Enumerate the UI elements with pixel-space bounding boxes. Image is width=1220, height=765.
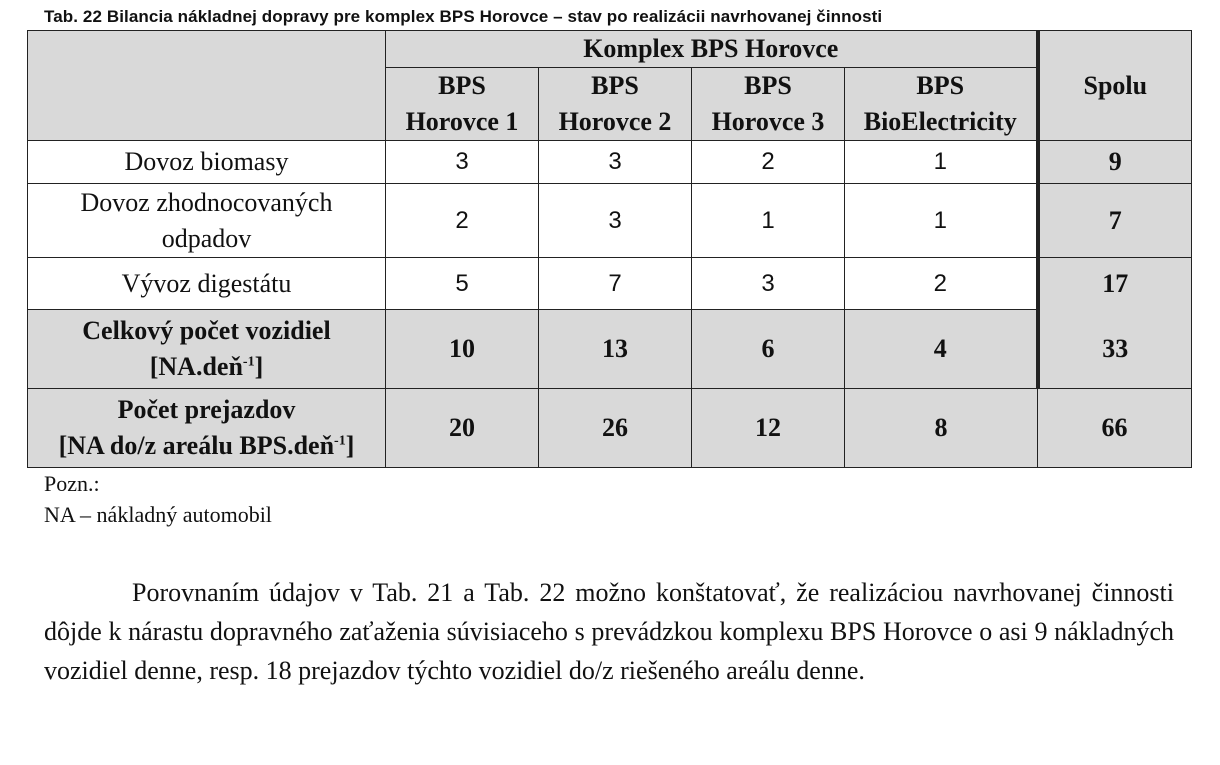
row-label: Vývoz digestátu — [28, 258, 386, 310]
group-header: Komplex BPS Horovce — [386, 31, 1038, 68]
summary-row — [28, 310, 1192, 389]
table-row — [28, 258, 1192, 310]
total-cell: 7 — [1038, 184, 1192, 258]
notes-line: NA – nákladný automobil — [44, 502, 272, 527]
row-label: Dovoz zhodnocovaných odpadov — [28, 184, 386, 258]
value-cell: 1 — [845, 184, 1038, 258]
total-cell: 9 — [1038, 141, 1192, 184]
summary-label: Celkový počet vozidiel [NA.deň$^{-1}$] — [28, 310, 386, 389]
column-header: BPS Horovce 3 — [692, 68, 845, 141]
column-header: BPS BioElectricity — [845, 68, 1038, 141]
value-cell: 7 — [539, 258, 692, 310]
summary-value-cell: 20 — [386, 389, 539, 468]
row-label: Dovoz biomasy — [28, 141, 386, 184]
summary-value-cell: 10 — [386, 310, 539, 389]
value-cell: 5 — [386, 258, 539, 310]
table-row — [28, 184, 1192, 258]
summary-label: Počet prejazdov [NA do/z areálu BPS.deň$^{-1}$] — [28, 389, 386, 468]
value-cell: 3 — [386, 141, 539, 184]
header-row-group — [28, 31, 1192, 68]
summary-value-cell: 8 — [845, 389, 1038, 468]
column-header: BPS Horovce 1 — [386, 68, 539, 141]
summary-total-cell: 66 — [1038, 389, 1192, 468]
summary-value-cell: 4 — [845, 310, 1038, 389]
table-row — [28, 141, 1192, 184]
value-cell: 3 — [539, 184, 692, 258]
summary-value-cell: 13 — [539, 310, 692, 389]
paragraph-text: Porovnaním údajov v Tab. 21 a Tab. 22 možno konštatovať, že realizáciou navrhovanej činnosti dôjde k nárastu dopravného zaťaženia súvisiaceho s prevádzkou komplexu BPS Horovce o asi 9 nákladných vozidiel denne, resp. 18 prejazdov týchto vozidiel do/z riešeného areálu denne. — [44, 578, 1174, 685]
transport-balance-table — [27, 30, 1192, 468]
value-cell: 3 — [539, 141, 692, 184]
summary-value-cell: 12 — [692, 389, 845, 468]
table-notes — [44, 468, 272, 530]
value-cell: 2 — [692, 141, 845, 184]
total-header: Spolu — [1038, 31, 1192, 141]
column-header: BPS Horovce 2 — [539, 68, 692, 141]
value-cell: 2 — [386, 184, 539, 258]
notes-title: Pozn.: — [44, 471, 100, 496]
body-paragraph — [44, 573, 1174, 690]
value-cell: 1 — [692, 184, 845, 258]
table-caption: Tab. 22 Bilancia nákladnej dopravy pre komplex BPS Horovce – stav po realizácii navrhovanej činnosti — [44, 7, 883, 26]
value-cell: 1 — [845, 141, 1038, 184]
summary-value-cell: 6 — [692, 310, 845, 389]
summary-row — [28, 389, 1192, 468]
header-corner-cell — [28, 31, 386, 141]
summary-total-cell: 33 — [1038, 310, 1192, 389]
summary-value-cell: 26 — [539, 389, 692, 468]
value-cell: 3 — [692, 258, 845, 310]
value-cell: 2 — [845, 258, 1038, 310]
total-cell: 17 — [1038, 258, 1192, 310]
